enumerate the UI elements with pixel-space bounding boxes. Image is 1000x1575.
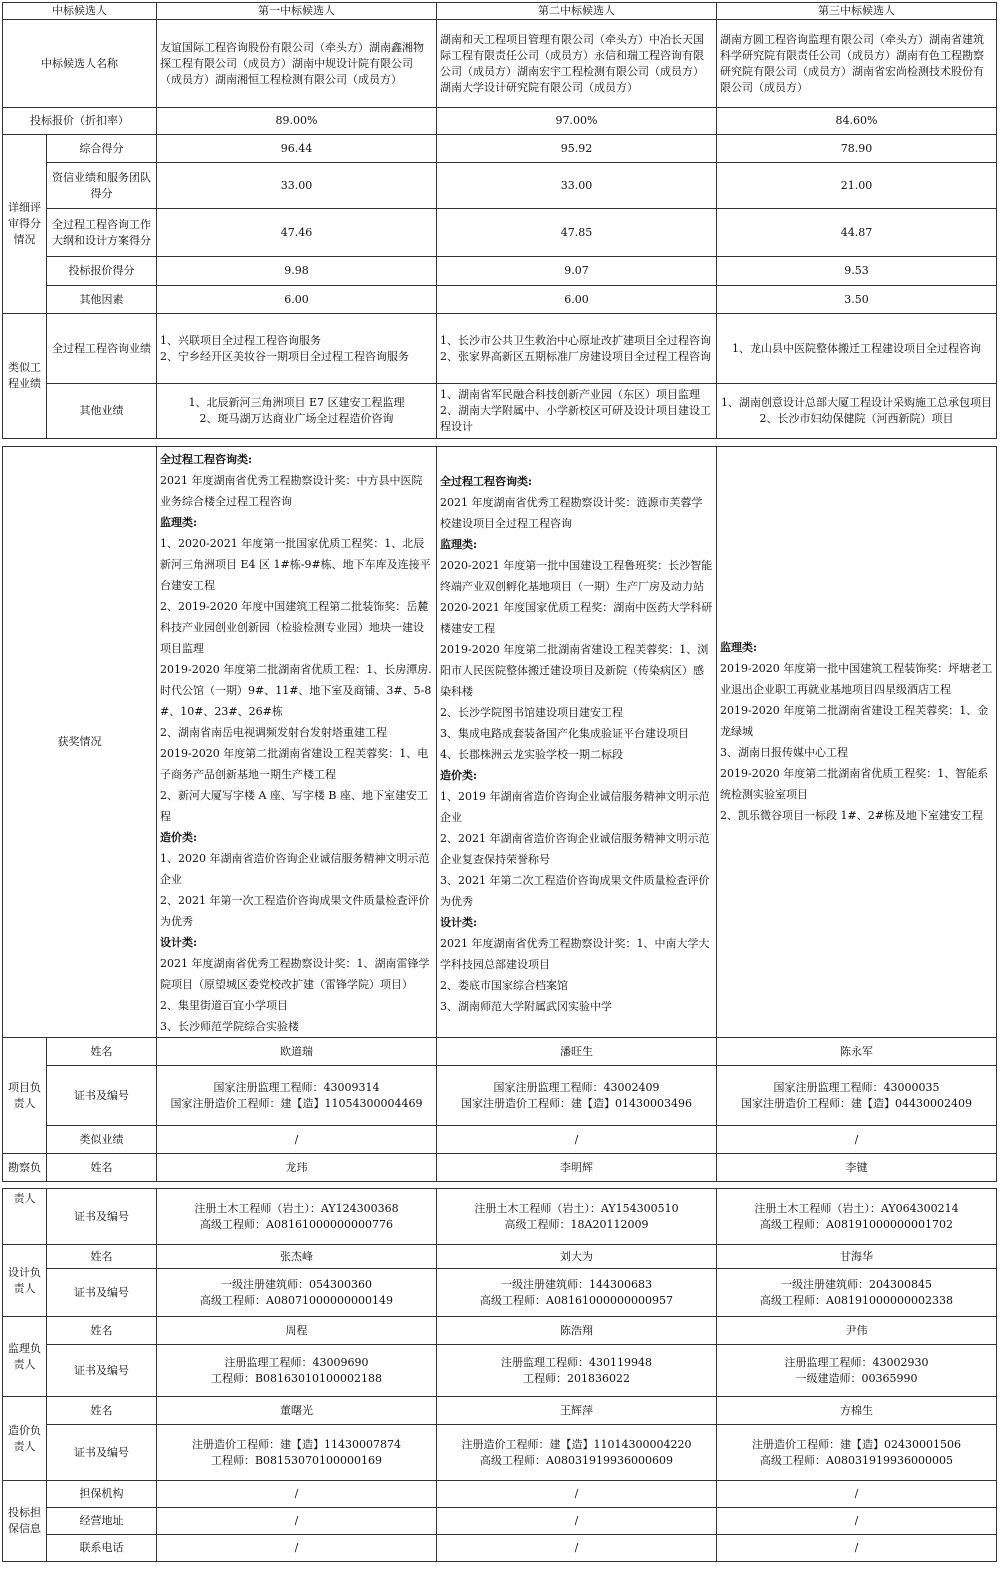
list-item: 1、长沙市公共卫生救治中心原址改扩建项目全过程咨询 (440, 333, 711, 347)
pm-name: 潘旺生 (437, 1038, 717, 1066)
awards-personnel-table (2, 446, 997, 1182)
bid-price-label: 投标报价（折扣率） (3, 108, 157, 135)
supervision-name: 周程 (157, 1317, 437, 1345)
list-item: 2019-2020 年度第二批湖南省建设工程芙蓉奖：1、电子商务产品创新基地一期生产楼工程 (160, 747, 429, 781)
list-item: 监理类: (160, 516, 198, 529)
candidate-name-label: 中标候选人名称 (3, 20, 157, 108)
design-group-label: 设计负责人 (3, 1245, 47, 1317)
score-value: 9.98 (157, 257, 437, 286)
list-item: 2019-2020 年度第二批湖南省优质工程：1、长房潭房.时代公馆（一期）9#、11#、地下室及商铺、3#、5-8#、10#、23#、26#栋 (160, 663, 432, 718)
list-item: 造价类: (440, 769, 478, 782)
list-item: 2、新河大厦写字楼 A 座、写字楼 B 座、地下室建安工程 (160, 789, 429, 823)
survey-cert (157, 1189, 437, 1245)
cert-line: 高级工程师：A08191000000001702 (760, 1217, 953, 1231)
cost-cert-label: 证书及编号 (47, 1425, 157, 1481)
list-item: 2、2021 年湖南省造价咨询企业诚信服务精神文明示范企业复查保持荣誉称号 (440, 832, 710, 866)
cert-line: 一级注册建筑师：054300360 (221, 1277, 372, 1291)
cert-line: 注册监理工程师：430119948 (501, 1355, 652, 1369)
list-item: 2、斑马湖万达商业广场全过程造价咨询 (199, 412, 394, 425)
cert-line: 国家注册造价工程师：建【造】11054300004469 (170, 1096, 423, 1110)
design-name: 甘海华 (717, 1245, 997, 1269)
pm-name: 欧道瑞 (157, 1038, 437, 1066)
cert-line: 注册造价工程师：建【造】11014300004220 (461, 1437, 692, 1451)
personnel-guarantee-table (2, 1188, 997, 1562)
survey-name: 龙玮 (157, 1154, 437, 1182)
cert-line: 高级工程师：18A20112009 (504, 1217, 649, 1231)
list-item: 监理类: (440, 538, 478, 551)
pm-perf: / (157, 1126, 437, 1154)
score-value: 95.92 (437, 135, 717, 163)
list-item: 设计类: (160, 936, 198, 949)
bid-price-3: 84.60% (717, 108, 997, 135)
list-item: 监理类: (720, 641, 758, 654)
list-item: 2、张家界高新区五期标准厂房建设项目全过程工程咨询 (440, 349, 711, 363)
pm-cert-label: 证书及编号 (47, 1066, 157, 1126)
pm-cert (717, 1066, 997, 1126)
supervision-cert (717, 1345, 997, 1397)
supervision-group-label: 监理负责人 (3, 1317, 47, 1397)
score-group-label: 详细评审得分情况 (3, 135, 47, 314)
list-item: 2、长沙学院图书馆建设项目建安工程 (440, 706, 623, 719)
cert-line: 注册土木工程师（岩土）：AY064300214 (754, 1201, 959, 1215)
score-value: 21.00 (717, 163, 997, 209)
list-item: 2019-2020 年度第二批湖南省建设工程芙蓉奖：1、金龙绿城 (720, 704, 989, 738)
similar-full-label: 全过程工程咨询业绩 (47, 314, 157, 384)
supervision-name: 尹伟 (717, 1317, 997, 1345)
list-item: 1、湖南创意设计总部大厦工程设计采购施工总承包项目 (721, 396, 992, 409)
score-label: 全过程工程咨询工作大纲和设计方案得分 (47, 209, 157, 257)
supervision-cert (157, 1345, 437, 1397)
list-item: 1、龙山县中医院整体搬迁工程建设项目全过程咨询 (732, 341, 981, 355)
pm-name: 陈永军 (717, 1038, 997, 1066)
guarantee-value: / (437, 1508, 717, 1535)
header-third-candidate: 第三中标候选人 (717, 3, 997, 20)
pm-perf: / (717, 1126, 997, 1154)
list-item: 1、2020 年湖南省造价咨询企业诚信服务精神文明示范企业 (160, 852, 430, 886)
design-name: 刘大为 (437, 1245, 717, 1269)
cert-line: 一级注册建筑师：144300683 (501, 1277, 652, 1291)
cost-cert (717, 1425, 997, 1481)
score-label: 其他因素 (47, 286, 157, 314)
list-item: 2019-2020 年度第一批中国建筑工程装饰奖：坪塘老工业退出企业职工再就业基地项目四星级酒店工程 (720, 662, 993, 696)
guarantee-value: / (157, 1481, 437, 1508)
cert-line: 工程师：B08153070100000169 (210, 1453, 383, 1467)
guarantee-value: / (717, 1481, 997, 1508)
list-item: 全过程工程咨询类: (160, 453, 253, 466)
survey-name: 李明辉 (437, 1154, 717, 1182)
cert-line: 工程师：201836022 (523, 1371, 630, 1385)
list-item: 2、湖南省南岳电视调频发射台发射塔重建工程 (160, 726, 387, 739)
supervision-name: 陈浩翔 (437, 1317, 717, 1345)
list-item: 造价类: (160, 831, 198, 844)
survey-cert (437, 1189, 717, 1245)
cert-line: 国家注册监理工程师：43009314 (213, 1080, 380, 1094)
supervision-cert-label: 证书及编号 (47, 1345, 157, 1397)
cost-group-label: 造价负责人 (3, 1397, 47, 1481)
list-item: 2、湖南大学附属中、小学新校区可研及设计项目建设工程设计 (440, 404, 711, 433)
list-item: 3、湖南日报传媒中心工程 (720, 746, 848, 759)
list-item: 2、凯乐微谷项目一标段 1#、2#栋及地下室建安工程 (720, 809, 983, 822)
similar-full-2 (437, 314, 717, 384)
cert-line: 一级注册建筑师：204300845 (781, 1277, 932, 1291)
bid-price-2: 97.00% (437, 108, 717, 135)
cert-line: 注册土木工程师（岩土）：AY154300510 (474, 1201, 679, 1215)
cost-name-label: 姓名 (47, 1397, 157, 1425)
cost-cert (157, 1425, 437, 1481)
candidate-name-2: 湖南和天工程项目管理有限公司（牵头方）中冶长天国际工程有限责任公司（成员方）永信和瑞工程咨询有限公司（成员方）湖南宏宇工程检测有限公司（成员方）湖南大学设计研究院有限公司（成员方） (437, 20, 717, 108)
pm-name-label: 姓名 (47, 1038, 157, 1066)
list-item: 1、2019 年湖南省造价咨询企业诚信服务精神文明示范企业 (440, 790, 710, 824)
design-cert (157, 1269, 437, 1317)
list-item: 全过程工程咨询类: (440, 475, 533, 488)
similar-other-1 (157, 384, 437, 439)
candidate-name-3: 湖南方圆工程咨询监理有限公司（牵头方）湖南省建筑科学研究院有限责任公司（成员方）湖南有色工程勘察研究院有限公司（成员方）湖南省宏尚检测技术股份有限公司（成员方） (717, 20, 997, 108)
score-value: 9.07 (437, 257, 717, 286)
cert-line: 注册监理工程师：43002930 (784, 1355, 929, 1369)
cert-line: 国家注册监理工程师：43000035 (773, 1080, 940, 1094)
cert-line: 高级工程师：A08191000000002338 (760, 1293, 953, 1307)
guarantee-value: / (717, 1508, 997, 1535)
pm-group-label: 项目负责人 (3, 1038, 47, 1154)
score-value: 47.46 (157, 209, 437, 257)
list-item: 2、集里街道百宜小学项目 (160, 999, 288, 1012)
similar-full-3 (717, 314, 997, 384)
header-second-candidate: 第二中标候选人 (437, 3, 717, 20)
cert-line: 国家注册造价工程师：建【造】01430003496 (461, 1096, 692, 1110)
list-item: 2020-2021 年度第一批中国建设工程鲁班奖：长沙智能终端产业双创孵化基地项目（一期）生产厂房及动力站 (440, 559, 713, 593)
list-item: 2021 年度湖南省优秀工程勘察设计奖：1、中南大学大学科技园总部建设项目 (440, 937, 710, 971)
list-item: 2、2021 年第一次工程造价咨询成果文件质量检查评价为优秀 (160, 894, 430, 928)
cost-name: 方棉生 (717, 1397, 997, 1425)
header-row-label: 中标候选人 (3, 3, 157, 20)
cost-name: 董曙光 (157, 1397, 437, 1425)
guarantee-label: 担保机构 (47, 1481, 157, 1508)
cert-line: 国家注册造价工程师：建【造】04430002409 (741, 1096, 972, 1110)
supervision-cert (437, 1345, 717, 1397)
design-name: 张杰峰 (157, 1245, 437, 1269)
list-item: 1、湖南省军民融合科技创新产业园（东区）项目监理 (440, 388, 700, 401)
list-item: 2、娄底市国家综合档案馆 (440, 979, 568, 992)
list-item: 3、长沙师范学院综合实验楼 (160, 1020, 299, 1033)
list-item: 2、宁乡经开区美妆谷一期项目全过程工程咨询服务 (160, 349, 409, 363)
survey-name: 李键 (717, 1154, 997, 1182)
score-value: 96.44 (157, 135, 437, 163)
cert-line: 高级工程师：A08161000000000957 (480, 1293, 673, 1307)
bid-price-1: 89.00% (157, 108, 437, 135)
cert-line: 高级工程师：A08031919936000609 (480, 1453, 673, 1467)
score-value: 9.53 (717, 257, 997, 286)
awards-label: 获奖情况 (3, 447, 157, 1038)
score-value: 44.87 (717, 209, 997, 257)
guarantee-value: / (437, 1481, 717, 1508)
list-item: 3、集成电路成套装备国产化集成验证平台建设项目 (440, 727, 689, 740)
similar-full-1 (157, 314, 437, 384)
list-item: 3、湖南师范大学附属武冈实验中学 (440, 1000, 612, 1013)
list-item: 2019-2020 年度第二批湖南省优质工程奖：1、智能系统检测实验室项目 (720, 767, 989, 801)
cert-line: 高级工程师：A08071000000000149 (200, 1293, 393, 1307)
list-item: 2、2019-2020 年度中国建筑工程第二批装饰奖：岳麓科技产业园创业创新园（检验检测专业园）地块一建设项目监理 (160, 600, 429, 655)
cert-line: 注册监理工程师：43009690 (224, 1355, 369, 1369)
score-label: 投标报价得分 (47, 257, 157, 286)
list-item: 1、兴联项目全过程工程咨询服务 (160, 333, 321, 347)
guarantee-value: / (157, 1508, 437, 1535)
design-name-label: 姓名 (47, 1245, 157, 1269)
list-item: 2021 年度湖南省优秀工程勘察设计奖：涟源市芙蓉学校建设项目全过程工程咨询 (440, 496, 703, 530)
candidate-name-1: 友谊国际工程咨询股份有限公司（牵头方）湖南鑫湘物探工程有限公司（成员方）湖南中规设计院有限公司（成员方）湖南湘恒工程检测有限公司（成员方） (157, 20, 437, 108)
cert-line: 国家注册监理工程师：43002409 (493, 1080, 660, 1094)
list-item: 2019-2020 年度第二批湖南省建设工程芙蓉奖：1、浏阳市人民医院整体搬迁建设项目及新院（传染病区）感染科楼 (440, 643, 709, 698)
list-item: 2021 年度湖南省优秀工程勘察设计奖：1、湖南雷锋学院项目（原望城区委党校改扩建（雷锋学院）项目） (160, 957, 430, 991)
pm-cert (437, 1066, 717, 1126)
score-value: 33.00 (157, 163, 437, 209)
similar-other-2 (437, 384, 717, 439)
guarantee-value: / (437, 1535, 717, 1562)
design-cert (437, 1269, 717, 1317)
score-value: 6.00 (157, 286, 437, 314)
cert-line: 高级工程师：A08031919936000005 (760, 1453, 953, 1467)
cert-line: 注册土木工程师（岩土）：AY124300368 (194, 1201, 399, 1215)
score-label: 资信业绩和服务团队得分 (47, 163, 157, 209)
similar-other-label: 其他业绩 (47, 384, 157, 439)
list-item: 2021 年度湖南省优秀工程勘察设计奖：中方县中医院业务综合楼全过程工程咨询 (160, 474, 423, 508)
awards-col-3 (717, 447, 997, 1038)
list-item: 设计类: (440, 916, 478, 929)
list-item: 3、2021 年第二次工程造价咨询成果文件质量检查评价为优秀 (440, 874, 710, 908)
survey-name-label: 姓名 (47, 1154, 157, 1182)
guarantee-label: 联系电话 (47, 1535, 157, 1562)
pm-cert (157, 1066, 437, 1126)
score-value: 47.85 (437, 209, 717, 257)
score-label: 综合得分 (47, 135, 157, 163)
awards-col-1 (157, 447, 437, 1038)
similar-other-3 (717, 384, 997, 439)
pm-perf-label: 类似业绩 (47, 1126, 157, 1154)
score-value: 3.50 (717, 286, 997, 314)
pm-perf: / (437, 1126, 717, 1154)
guarantee-value: / (157, 1535, 437, 1562)
survey-group-label-top: 勘察负 (3, 1154, 47, 1182)
score-value: 78.90 (717, 135, 997, 163)
score-value: 33.00 (437, 163, 717, 209)
guarantee-value: / (717, 1535, 997, 1562)
bid-candidates-table (2, 2, 997, 439)
list-item: 2、长沙市妇幼保健院（河西新院）项目 (759, 412, 954, 425)
cost-name: 王辉萍 (437, 1397, 717, 1425)
cert-line: 注册造价工程师：建【造】02430001506 (752, 1437, 961, 1451)
supervision-name-label: 姓名 (47, 1317, 157, 1345)
guarantee-group-label: 投标担保信息 (3, 1481, 47, 1562)
cert-line: 高级工程师：A08161000000000776 (200, 1217, 393, 1231)
design-cert (717, 1269, 997, 1317)
design-cert-label: 证书及编号 (47, 1269, 157, 1317)
survey-cert-label: 证书及编号 (47, 1189, 157, 1245)
cert-line: 一级建造师：00365990 (795, 1371, 918, 1385)
cost-cert (437, 1425, 717, 1481)
survey-cert (717, 1189, 997, 1245)
score-value: 6.00 (437, 286, 717, 314)
list-item: 1、2020-2021 年度第一批国家优质工程奖：1、北辰新河三角洲项目 E4 区 1#栋-9#栋、地下车库及连接平台建安工程 (160, 537, 431, 592)
guarantee-label: 经营地址 (47, 1508, 157, 1535)
list-item: 1、北辰新河三角洲项目 E7 区建安工程监理 (188, 396, 405, 409)
cert-line: 工程师：B08163010100002188 (210, 1371, 383, 1385)
list-item: 2020-2021 年度国家优质工程奖：湖南中医药大学科研楼建安工程 (440, 601, 713, 635)
list-item: 4、长郡株洲云龙实验学校一期二标段 (440, 748, 623, 761)
similar-group-label: 类似工程业绩 (3, 314, 47, 439)
header-first-candidate: 第一中标候选人 (157, 3, 437, 20)
cert-line: 注册造价工程师：建【造】11430007874 (192, 1437, 401, 1451)
survey-group-label-bottom: 责人 (3, 1189, 47, 1245)
awards-col-2 (437, 447, 717, 1038)
